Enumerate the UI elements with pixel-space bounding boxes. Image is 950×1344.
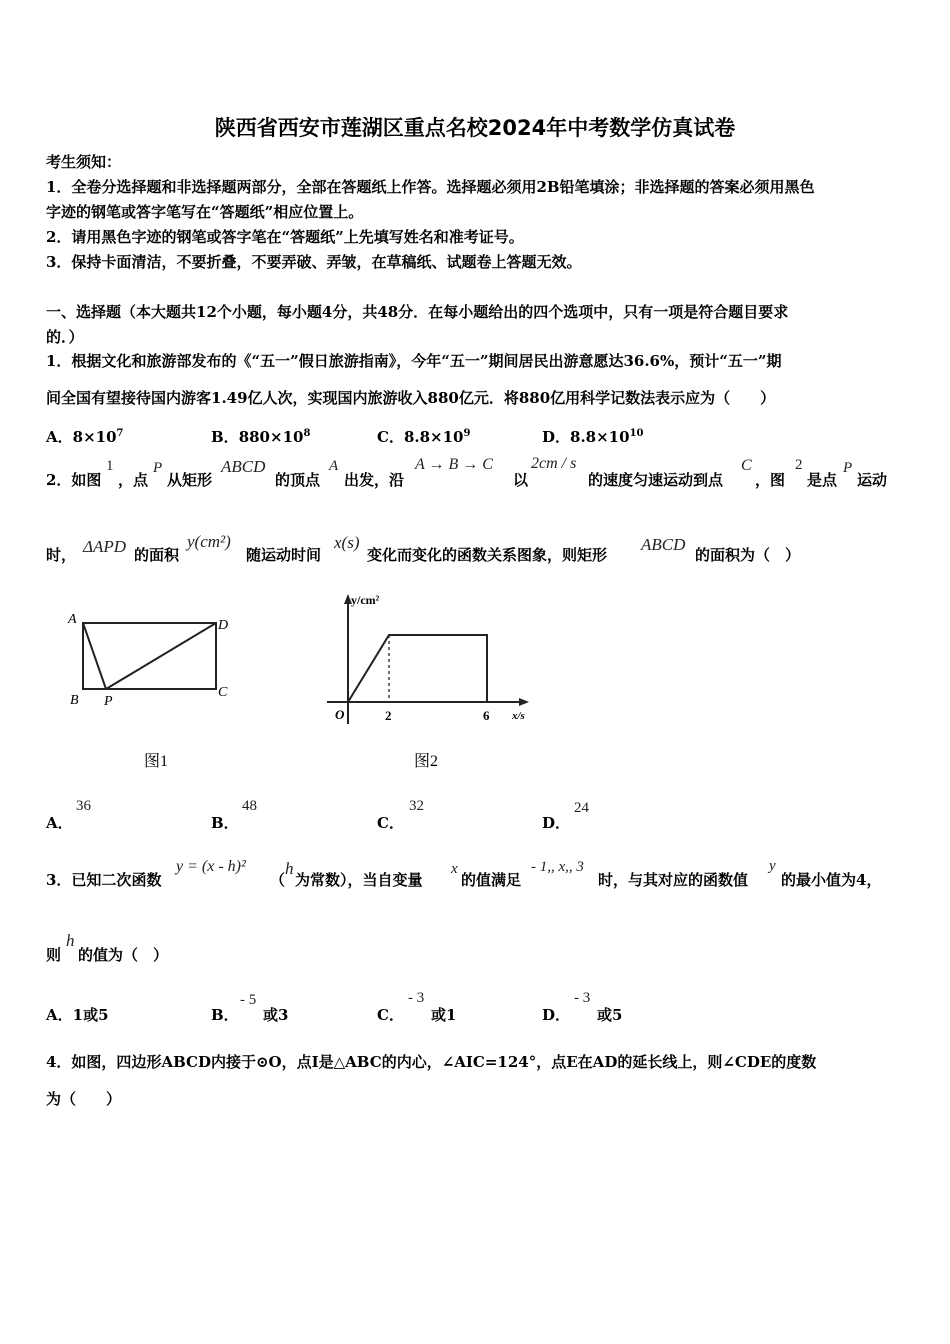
q2-part-6: 以: [513, 471, 529, 489]
notice-line-1a: 1．全卷分选择题和非选择题两部分，全部在答题纸上作答。选择题必须用2B铅笔填涂；非选择题的答案必须用黑色: [46, 178, 815, 196]
origin-label: O: [335, 707, 345, 722]
q1-option-c-exp: 9: [463, 428, 471, 439]
q3-option-b-math: - 5: [240, 992, 257, 1008]
q2-math-7: C: [741, 457, 752, 474]
y-axis-label: y/cm²: [351, 593, 380, 607]
q1-option-a[interactable]: [46, 424, 124, 447]
q2-option-c-value: 32: [409, 798, 424, 814]
q2-math-2: P: [153, 460, 163, 476]
q2-math-9: P: [843, 460, 853, 476]
vertex-p: P: [104, 694, 113, 709]
figure-1-caption: 图1: [144, 753, 169, 770]
q2-line2-part-1: 时，: [46, 546, 77, 564]
q1-option-a-base: 8×10: [72, 428, 117, 446]
vertex-b: B: [70, 693, 79, 708]
q2-option-a-value: 36: [76, 798, 91, 814]
segment-pd: [106, 623, 216, 689]
q3-option-d-text: 或5: [597, 1006, 623, 1024]
q2-option-b-value: 48: [242, 798, 257, 814]
q1-option-d-base: 8.8×10: [570, 428, 630, 446]
q2-part-5: 出发，沿: [344, 471, 405, 489]
q2-math-6: 2cm / s: [531, 455, 577, 472]
q1-option-b-exp: 8: [303, 428, 311, 439]
q3-part-1: 3．已知二次函数: [46, 871, 162, 889]
q3-option-b-label[interactable]: B．: [211, 1006, 239, 1024]
q2-part-9: 是点: [807, 471, 838, 489]
q2-math-3: ABCD: [221, 457, 266, 476]
q1-option-d-label: D．: [542, 428, 571, 446]
vertex-a: A: [68, 612, 77, 627]
q3-math-3: x: [451, 861, 458, 877]
q3-math-2: h: [285, 859, 294, 878]
q1-option-c-base: 8.8×10: [403, 428, 464, 446]
q3-part-6: 的最小值为4，: [781, 871, 882, 889]
q3-part-4: 的值满足: [461, 871, 522, 889]
q2-part-7: 的速度匀速运动到点: [588, 471, 724, 489]
q2-part-4: 的顶点: [275, 471, 321, 489]
q3-line2-math-1: h: [66, 931, 75, 950]
section-heading-a: 一、选择题（本大题共12个小题，每小题4分，共48分．在每小题给出的四个选项中，只有一项是符合题目要求: [46, 303, 789, 321]
q2-part-8: ，图: [755, 471, 786, 489]
q2-part-3: 从矩形: [167, 471, 213, 489]
q2-line2-math-1: ΔAPD: [83, 537, 127, 556]
page-title: 陕西省西安市莲湖区重点名校2024年中考数学仿真试卷: [214, 116, 736, 140]
x-tick-6: 6: [483, 708, 490, 723]
q2-line2-part-3: 随运动时间: [246, 546, 322, 564]
q3-option-a-label: A．: [46, 1006, 73, 1024]
figure-1-rectangle: [62, 605, 242, 715]
q2-line2-part-5: 的面积为（ ）: [695, 546, 801, 564]
q1-option-b-base: 880×10: [238, 428, 304, 446]
q3-option-c-math: - 3: [408, 990, 425, 1006]
q3-line2-part-2: 的值为（ ）: [78, 946, 169, 964]
section-heading-b: 的．）: [46, 328, 84, 346]
q2-line2-math-3: x(s): [334, 533, 360, 552]
q2-option-a-label[interactable]: A．: [46, 814, 73, 832]
q3-option-c-text: 或1: [431, 1006, 457, 1024]
q3-part-3: 为常数），当自变量: [295, 871, 423, 889]
q2-part-2: ，点: [118, 471, 149, 489]
q1-option-a-exp: 7: [116, 428, 124, 439]
notice-heading: 考生须知：: [46, 153, 122, 171]
q2-line2-part-2: 的面积: [134, 546, 180, 564]
q2-math-1: 1: [106, 458, 114, 474]
x-axis-arrow-icon: [519, 698, 529, 706]
q2-option-d-value: 24: [574, 800, 589, 816]
q3-option-a-value: 1或5: [72, 1006, 109, 1024]
q1-option-c-label: C．: [377, 428, 404, 446]
notice-line-2: 2．请用黑色字迹的钢笔或答字笔在“答题纸”上先填写姓名和准考证号。: [46, 228, 524, 246]
q2-math-4: A: [329, 458, 339, 474]
q1-text-b: 间全国有望接待国内游客1.49亿人次，实现国内旅游收入880亿元．将880亿用科学记数法表示应为（ ）: [46, 389, 776, 407]
q1-text-a: 1．根据文化和旅游部发布的《“五一”假日旅游指南》，今年“五一”期间居民出游意愿达36.6%，预计“五一”期: [46, 352, 782, 370]
q3-option-c-label[interactable]: C．: [377, 1006, 404, 1024]
graph-line: [348, 635, 487, 702]
q4-text-a: 4．如图，四边形ABCD内接于⊙O，点I是△ABC的内心，∠AIC=124°，点E在AD的延长线上，则∠CDE的度数: [46, 1053, 817, 1071]
q2-math-5: A → B → C: [415, 456, 493, 473]
x-axis-label: x/s: [512, 710, 525, 722]
q2-option-c-label[interactable]: C．: [377, 814, 404, 832]
q3-part-2: （: [270, 871, 286, 889]
q2-option-d-label[interactable]: D．: [542, 814, 571, 832]
q2-option-b-label[interactable]: B．: [211, 814, 239, 832]
figure-2-graph: [315, 588, 545, 728]
q1-option-d[interactable]: [542, 424, 643, 447]
q3-option-d-math: - 3: [574, 990, 591, 1006]
q3-math-4: - 1,, x,, 3: [531, 859, 584, 875]
q3-math-5: y: [769, 858, 776, 874]
q3-line2-part-1: 则: [46, 946, 62, 964]
q2-line2-math-4: ABCD: [641, 535, 686, 554]
q3-math-1: y = (x - h)²: [176, 858, 246, 875]
q1-option-d-exp: 10: [629, 428, 644, 439]
notice-line-3: 3．保持卡面清洁，不要折叠，不要弄破、弄皱，在草稿纸、试题卷上答题无效。: [46, 253, 582, 271]
vertex-c: C: [218, 685, 228, 700]
notice-line-1b: 字迹的钢笔或答字笔写在“答题纸”相应位置上。: [46, 203, 364, 221]
q2-line2-part-4: 变化而变化的函数关系图象，则矩形: [367, 546, 608, 564]
q1-option-a-label: A．: [46, 428, 73, 446]
q1-option-b[interactable]: [211, 424, 310, 447]
q1-option-b-label: B．: [211, 428, 239, 446]
q3-option-d-label[interactable]: D．: [542, 1006, 571, 1024]
x-tick-2: 2: [385, 708, 392, 723]
q4-text-b: 为（ ）: [46, 1090, 122, 1108]
q2-part-1: 2．如图: [46, 471, 102, 489]
q2-math-8: 2: [795, 457, 803, 473]
q3-option-a[interactable]: [46, 1005, 109, 1025]
vertex-d: D: [218, 618, 229, 633]
q3-part-5: 时，与其对应的函数值: [598, 871, 749, 889]
segment-ap: [83, 623, 106, 689]
q2-line2-math-2: y(cm²): [187, 532, 231, 551]
q1-option-c[interactable]: [377, 424, 470, 447]
figure-2-caption: 图2: [414, 753, 439, 770]
q2-part-10: 运动: [857, 471, 888, 489]
q3-option-b-text: 或3: [263, 1006, 289, 1024]
